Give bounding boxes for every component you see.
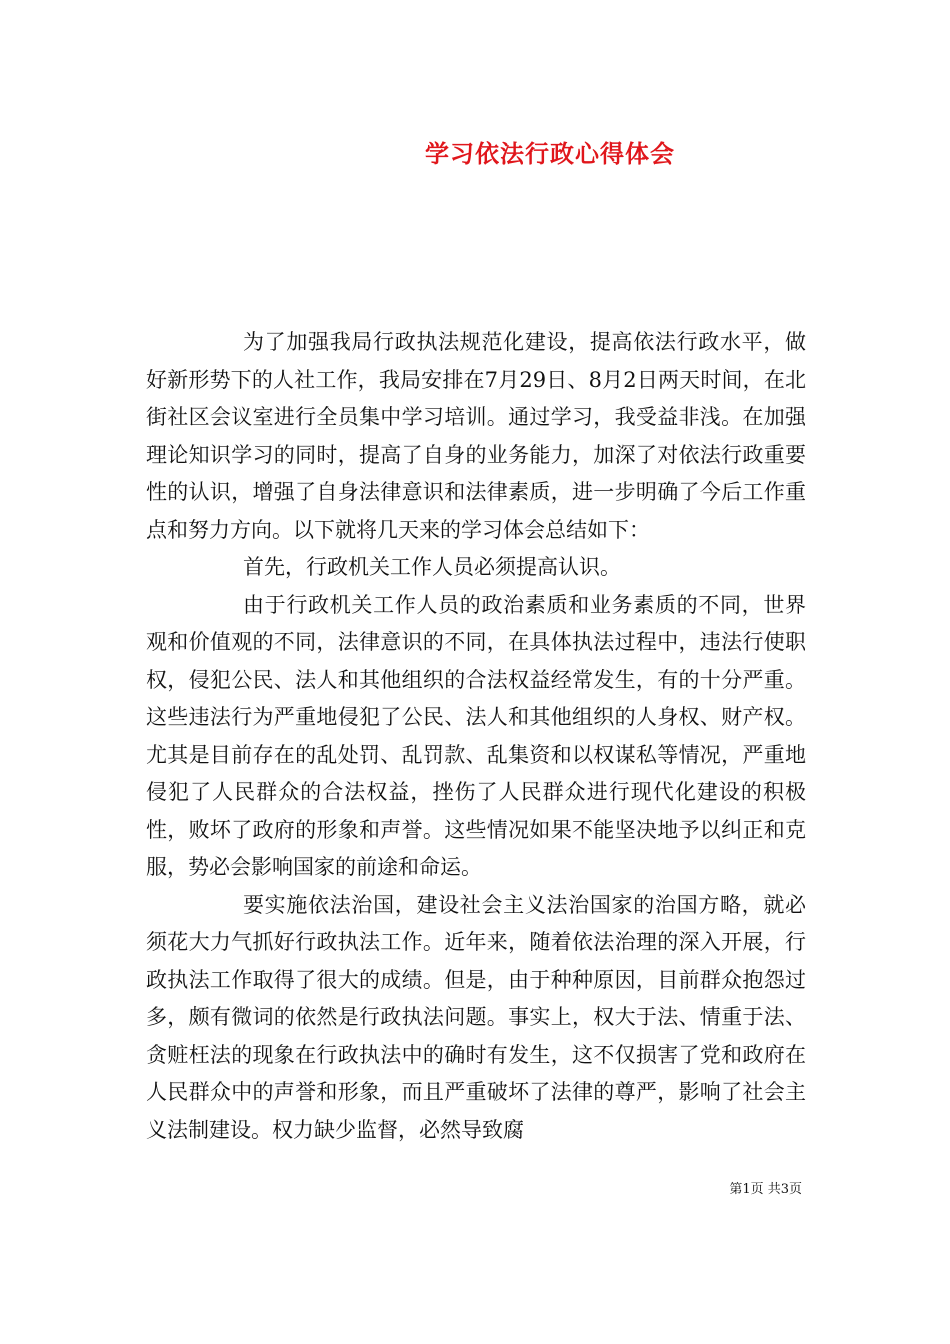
document-title: 学习依法行政心得体会 [425,139,675,168]
paragraph-intro: 为了加强我局行政执法规范化建设，提高依法行政水平，做好新形势下的人社工作，我局安排在7月29日、8月2日两天时间，在北街社区会议室进行全员集中学习培训。通过学习，我受益非浅。在加强理论知识学习的同时，提高了自身的业务能力，加深了对依法行政重要性的认识，增强了自身法律意识和法律素质，进一步明确了今后工作重点和努力方向。以下就将几天来的学习体会总结如下： [146,330,806,542]
page-number-footer: 第1页 共3页 [729,1182,802,1197]
paragraph-explanation: 由于行政机关工作人员的政治素质和业务素质的不同，世界观和价值观的不同，法律意识的不同，在具体执法过程中，违法行使职权，侵犯公民、法人和其他组织的合法权益经常发生，有的十分严重。这些违法行为严重地侵犯了公民、法人和其他组织的人身权、财产权。尤其是目前存在的乱处罚、乱罚款、乱集资和以权谋私等情况，严重地侵犯了人民群众的合法权益，挫伤了人民群众进行现代化建设的积极性，败坏了政府的形象和声誉。这些情况如果不能坚决地予以纠正和克服，势必会影响国家的前途和命运。 [146,592,806,879]
paragraph-first-point: 首先，行政机关工作人员必须提高认识。 [243,555,621,579]
document-body [146,324,806,1149]
paragraph-rule-of-law: 要实施依法治国，建设社会主义法治国家的治国方略，就必须花大力气抓好行政执法工作。近年来，随着依法治理的深入开展，行政执法工作取得了很大的成绩。但是，由于种种原因，目前群众抱怨过多，颇有微词的依然是行政执法问题。事实上，权大于法、情重于法、贪赃枉法的现象在行政执法中的确时有发生，这不仅损害了党和政府在人民群众中的声誉和形象，而且严重破坏了法律的尊严，影响了社会主义法制建设。权力缺少监督，必然导致腐 [146,892,806,1142]
